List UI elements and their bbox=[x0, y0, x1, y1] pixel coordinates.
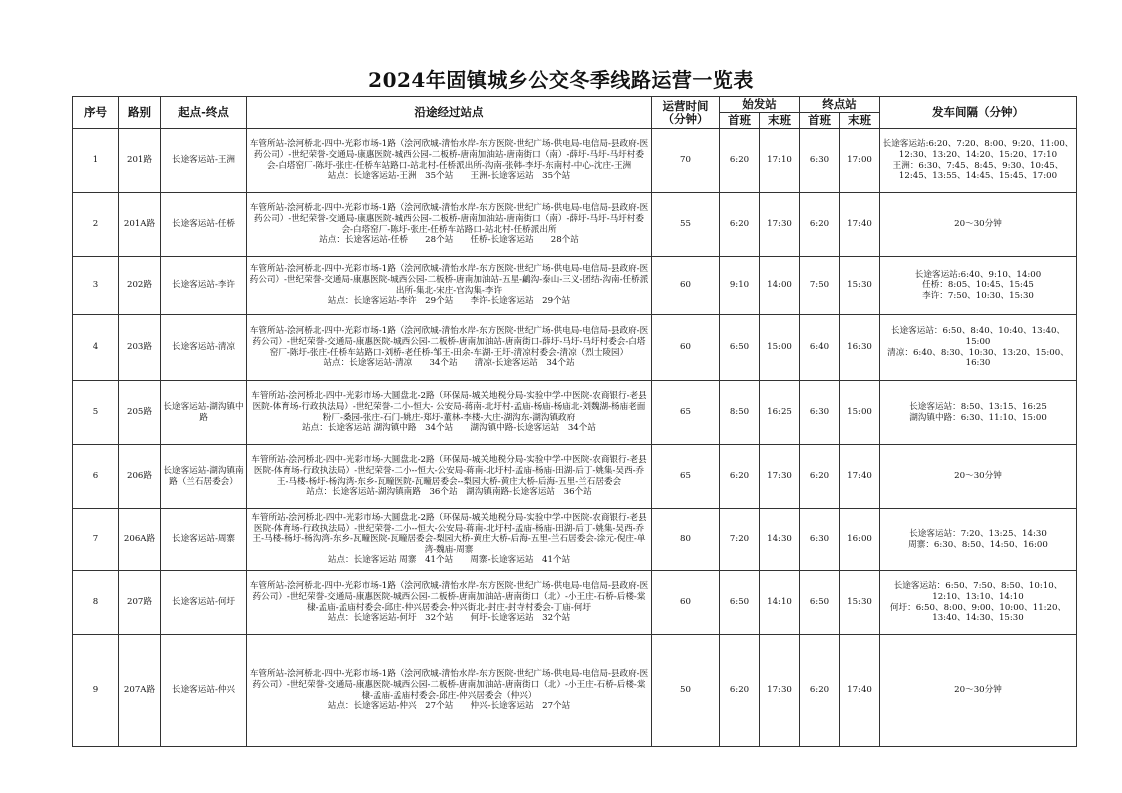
cell-route bbox=[247, 193, 652, 257]
table-row bbox=[73, 635, 1077, 747]
route-stops: 车管所站-浍河桥北-四中-光彩市场-1路（浍河欣城-清怡水岸-东方医院-世纪广场-供电局-电信局-县政府-医药公司）-世纪荣誉-交通局-康惠医院-城西公园-二板桥-唐南加油站-唐南街口-薛圩-马圩-马圩村委会-白塔窑厂-陈圩-张庄-任桥车站路口-刘桥-老任桥-邹王-田余-车湖-王圩-清凉村委会-清凉（烈士陵园） bbox=[249, 326, 649, 358]
schedule-table bbox=[72, 96, 1077, 747]
header-terminal-last: 末班 bbox=[840, 113, 880, 129]
table-row bbox=[73, 509, 1077, 571]
route-stops: 车管所站-浍河桥北-四中-光彩市场-大圆盘北-2路（环保局-城关地税分局-实验中学-中医院-农商银行-老县医院-体育场-行政执法局）-世纪荣誉-二小--恒大-公安局-蒋南-北圩村-孟庙-杨庙-田湖-后丁-姚集-吴西-乔王-马楼-杨圩-杨沟湾-东乡-瓦疃医院-瓦疃居委会-梨园大桥-黄庄大桥-后海-五里-兰石居委会-涂元-倪庄-单湾-魏庙-周寨 bbox=[251, 513, 647, 555]
interval-line: 任桥：8:05、10:45、15:45 bbox=[922, 280, 1034, 291]
cell-terminal-first: 6:50 bbox=[800, 571, 840, 635]
cell-terminal-first: 6:20 bbox=[800, 445, 840, 509]
cell-duration: 60 bbox=[652, 257, 720, 315]
cell-line: 201A路 bbox=[119, 193, 161, 257]
cell-interval bbox=[880, 635, 1077, 747]
table-row bbox=[73, 193, 1077, 257]
cell-duration: 80 bbox=[652, 509, 720, 571]
cell-endpoints: 长途客运站-李许 bbox=[161, 257, 247, 315]
cell-origin-first: 7:20 bbox=[720, 509, 760, 571]
cell-origin-last: 17:30 bbox=[760, 193, 800, 257]
cell-duration: 50 bbox=[652, 635, 720, 747]
cell-interval bbox=[880, 193, 1077, 257]
cell-line: 207A路 bbox=[119, 635, 161, 747]
table-row bbox=[73, 257, 1077, 315]
cell-origin-first: 6:20 bbox=[720, 445, 760, 509]
cell-origin-first: 6:50 bbox=[720, 571, 760, 635]
header-interval: 发车间隔（分钟） bbox=[880, 97, 1077, 129]
cell-route bbox=[247, 571, 652, 635]
cell-duration: 55 bbox=[652, 193, 720, 257]
cell-origin-last: 14:30 bbox=[760, 509, 800, 571]
station-count: 站点：长途客运站-仲兴 27个站 仲兴-长途客运站 27个站 bbox=[327, 701, 571, 712]
interval-line: 长途客运站：6:50、7:50、8:50、10:10、12:10、13:10、14:10 bbox=[893, 581, 1063, 602]
route-stops: 车管所站-浍河桥北-四中-光彩市场-1路（浍河欣城-清怡水岸-东方医院-世纪广场-供电局-电信局-县政府-医药公司）-世纪荣誉-交通局-康惠医院-城西公园-二板桥-唐南加油站-唐南街口（南）-薛圩-马圩-马圩村委会-白塔窑厂-陈圩-张庄-任桥车站路口-站北村-任桥派出所 bbox=[249, 203, 649, 235]
cell-seq: 5 bbox=[73, 381, 119, 445]
cell-line: 206路 bbox=[119, 445, 161, 509]
table-row bbox=[73, 129, 1077, 193]
table-row bbox=[73, 445, 1077, 509]
interval-line: 清凉：6:40、8:30、10:30、13:20、15:00、16:30 bbox=[887, 347, 1069, 369]
route-stops: 车管所站-浍河桥北-四中-光彩市场-1路（浍河欣城-清怡水岸-东方医院-世纪广场-供电局-电信局-县政府-医药公司）-世纪荣誉-交通局-康惠医院-城西公园-二板桥-唐南加油站-唐南街口（北）-小王庄-石桥-后楼-棠棣-孟庙-孟庙村委会-邱庄-仲兴居委会（仲兴） bbox=[249, 669, 649, 701]
route-stops: 车管所站-浍河桥北-四中-光彩市场-大圆盘北-2路（环保局-城关地税分局-实验中学-中医院-农商银行-老县医院-体育场-行政执法局）-世纪荣誉-二小-恒大- 公安局-蒋南-北圩村-孟庙-杨庙-杨庙北-刘魏湖-杨庙老面粉厂-桑园-张庄-石门-姚庄-郑圩-董林-李楼-大庄-湖沟东-湖沟镇政府 bbox=[251, 391, 647, 423]
cell-interval bbox=[880, 509, 1077, 571]
header-duration: 运营时间（分钟） bbox=[652, 97, 720, 129]
header-route: 沿途经过站点 bbox=[247, 97, 652, 129]
interval-line: 长途客运站：8:50、13:15、16:25 bbox=[909, 401, 1047, 412]
cell-origin-first: 6:50 bbox=[720, 315, 760, 381]
cell-terminal-first: 7:50 bbox=[800, 257, 840, 315]
cell-terminal-first: 6:40 bbox=[800, 315, 840, 381]
header-terminal: 终点站 bbox=[800, 97, 880, 113]
cell-terminal-last: 17:40 bbox=[840, 445, 880, 509]
cell-terminal-last: 16:00 bbox=[840, 509, 880, 571]
cell-seq: 7 bbox=[73, 509, 119, 571]
cell-endpoints: 长途客运站-清凉 bbox=[161, 315, 247, 381]
cell-terminal-first: 6:20 bbox=[800, 193, 840, 257]
cell-terminal-last: 15:30 bbox=[840, 257, 880, 315]
cell-route bbox=[247, 257, 652, 315]
station-count: 站点：长途客运站-清凉 34个站 清凉-长途客运站 34个站 bbox=[323, 358, 575, 369]
cell-terminal-last: 17:40 bbox=[840, 635, 880, 747]
cell-duration: 65 bbox=[652, 381, 720, 445]
cell-terminal-last: 16:30 bbox=[840, 315, 880, 381]
route-stops: 车管所站-浍河桥北-四中-光彩市场-大圆盘北-2路（环保局-城关地税分局-实验中学-中医院-农商银行-老县医院-体育场-行政执法局）-世纪荣誉-二小--恒大-公安局-蒋南-北圩村-孟庙-杨庙-田湖-后丁-姚集-吴西-乔王-马楼-杨圩-杨沟湾-东乡-瓦疃医院-瓦疃居委会--梨园大桥-黄庄大桥-后海-五里-兰石居委会 bbox=[251, 455, 647, 487]
station-count: 站点：长途客运站 周寨 41个站 周寨-长途客运站 41个站 bbox=[327, 555, 571, 566]
cell-origin-last: 17:10 bbox=[760, 129, 800, 193]
station-count: 站点：长途客运站-王洲 35个站 王洲-长途客运站 35个站 bbox=[327, 171, 571, 182]
cell-origin-last: 14:10 bbox=[760, 571, 800, 635]
header-line: 路别 bbox=[119, 97, 161, 129]
cell-route bbox=[247, 129, 652, 193]
cell-endpoints: 长途客运站-任桥 bbox=[161, 193, 247, 257]
cell-terminal-first: 6:30 bbox=[800, 381, 840, 445]
cell-seq: 1 bbox=[73, 129, 119, 193]
cell-endpoints: 长途客运站-仲兴 bbox=[161, 635, 247, 747]
cell-route bbox=[247, 315, 652, 381]
route-stops: 车管所站-浍河桥北-四中-光彩市场-1路（浍河欣城-清怡水岸-东方医院-世纪广场-供电局-电信局-县政府-医药公司）-世纪荣誉-交通局-康惠医院-城西公园-二板桥-唐南加油站-五星-鶣沟-泰山-三义-团结-沟南-任桥派出所-集北-宋庄-官沟集-李许 bbox=[249, 264, 649, 296]
station-count: 站点：长途客运站-任桥 28个站 任桥-长途客运站 28个站 bbox=[319, 235, 579, 246]
cell-terminal-last: 15:30 bbox=[840, 571, 880, 635]
cell-seq: 9 bbox=[73, 635, 119, 747]
header-origin-last: 末班 bbox=[760, 113, 800, 129]
cell-terminal-last: 15:00 bbox=[840, 381, 880, 445]
station-count: 站点：长途客运站-李许 29个站 李许-长途客运站 29个站 bbox=[327, 296, 571, 307]
cell-endpoints: 长途客运站-湖沟镇中路 bbox=[161, 381, 247, 445]
cell-endpoints: 长途客运站-湖沟镇南路（兰石居委会） bbox=[161, 445, 247, 509]
interval-line: 李许：7:50、10:30、15:30 bbox=[922, 290, 1034, 301]
interval-line: 20～30分钟 bbox=[954, 685, 1002, 696]
interval-line: 长途客运站：6:50、8:40、10:40、13:40、15:00 bbox=[890, 326, 1066, 347]
cell-duration: 65 bbox=[652, 445, 720, 509]
cell-seq: 8 bbox=[73, 571, 119, 635]
cell-terminal-last: 17:40 bbox=[840, 193, 880, 257]
cell-terminal-first: 6:30 bbox=[800, 509, 840, 571]
interval-line: 20～30分钟 bbox=[954, 471, 1002, 482]
table-row bbox=[73, 381, 1077, 445]
route-stops: 车管所站-浍河桥北-四中-光彩市场-1路（浍河欣城-清怡水岸-东方医院-世纪广场-供电局-电信局-县政府-医药公司）-世纪荣誉-交通局-康惠医院-城西公园-二板桥-唐南加油站-唐南街口（北）-小王庄-石桥-后楼-棠棣-孟庙-孟庙村委会-邱庄-仲兴居委会-仲兴街北-封庄-封寺村委会-丁庙-何圩 bbox=[249, 581, 649, 613]
station-count: 站点：长途客运站-何圩 32个站 何圩-长途客运站 32个站 bbox=[327, 613, 571, 624]
cell-seq: 3 bbox=[73, 257, 119, 315]
cell-origin-last: 17:30 bbox=[760, 635, 800, 747]
cell-terminal-first: 6:30 bbox=[800, 129, 840, 193]
cell-route bbox=[247, 445, 652, 509]
interval-line: 周寨：6:30、8:50、14:50、16:00 bbox=[908, 539, 1048, 550]
cell-origin-last: 14:00 bbox=[760, 257, 800, 315]
cell-interval bbox=[880, 129, 1077, 193]
interval-line: 长途客运站:6:20、7:20、8:00、9:20、11:00、12:30、13:20、14:20、15:20、17:10 bbox=[882, 139, 1074, 160]
cell-origin-last: 16:25 bbox=[760, 381, 800, 445]
cell-line: 207路 bbox=[119, 571, 161, 635]
cell-seq: 6 bbox=[73, 445, 119, 509]
station-count: 站点：长途客运站 湖沟镇中路 34个站 湖沟镇中路-长途客运站 34个站 bbox=[302, 423, 596, 434]
cell-origin-first: 8:50 bbox=[720, 381, 760, 445]
cell-origin-last: 17:30 bbox=[760, 445, 800, 509]
cell-line: 206A路 bbox=[119, 509, 161, 571]
cell-route bbox=[247, 381, 652, 445]
interval-line: 何圩：6:50、8:00、9:00、10:00、11:20、13:40、14:30、15:30 bbox=[889, 602, 1067, 624]
cell-route bbox=[247, 509, 652, 571]
interval-line: 长途客运站:6:40、9:10、14:00 bbox=[914, 269, 1042, 280]
cell-line: 203路 bbox=[119, 315, 161, 381]
header-seq: 序号 bbox=[73, 97, 119, 129]
cell-endpoints: 长途客运站-周寨 bbox=[161, 509, 247, 571]
header-terminal-first: 首班 bbox=[800, 113, 840, 129]
cell-interval bbox=[880, 445, 1077, 509]
cell-duration: 60 bbox=[652, 315, 720, 381]
cell-endpoints: 长途客运站-何圩 bbox=[161, 571, 247, 635]
cell-line: 202路 bbox=[119, 257, 161, 315]
cell-line: 205路 bbox=[119, 381, 161, 445]
table-row bbox=[73, 571, 1077, 635]
header-origin-first: 首班 bbox=[720, 113, 760, 129]
interval-line: 20～30分钟 bbox=[954, 219, 1002, 230]
interval-line: 王洲：6:30、7:45、8:45、9:30、10:45、12:45、13:55、14:45、15:45、17:00 bbox=[892, 160, 1064, 182]
cell-origin-first: 6:20 bbox=[720, 193, 760, 257]
table-body bbox=[73, 129, 1077, 747]
cell-duration: 60 bbox=[652, 571, 720, 635]
cell-interval bbox=[880, 571, 1077, 635]
cell-terminal-last: 17:00 bbox=[840, 129, 880, 193]
cell-line: 201路 bbox=[119, 129, 161, 193]
route-stops: 车管所站-浍河桥北-四中-光彩市场-1路（浍河欣城-清怡水岸-东方医院-世纪广场-供电局-电信局-县政府-医药公司）-世纪荣誉-交通局-康惠医院-城西公园-二板桥-唐南加油站-唐南街口（南）-薛圩-马圩-马圩村委会-白塔窑厂-陈圩-张庄-任桥车站路口-站北村-任桥派出所-沟南-张韩-李圩-东南村-中心-沈庄-王洲 bbox=[249, 139, 649, 171]
station-count: 站点：长途客运站-湖沟镇南路 36个站 湖沟镇南路-长途客运站 36个站 bbox=[306, 487, 592, 498]
cell-origin-last: 15:00 bbox=[760, 315, 800, 381]
table-header bbox=[73, 97, 1077, 129]
interval-line: 湖沟镇中路：6:30、11:10、15:00 bbox=[909, 412, 1047, 423]
cell-terminal-first: 6:20 bbox=[800, 635, 840, 747]
cell-origin-first: 9:10 bbox=[720, 257, 760, 315]
header-origin: 始发站 bbox=[720, 97, 800, 113]
page-title: 2024年固镇城乡公交冬季线路运营一览表 bbox=[368, 68, 754, 92]
cell-duration: 70 bbox=[652, 129, 720, 193]
cell-interval bbox=[880, 315, 1077, 381]
table-row bbox=[73, 315, 1077, 381]
cell-route bbox=[247, 635, 652, 747]
cell-seq: 2 bbox=[73, 193, 119, 257]
cell-seq: 4 bbox=[73, 315, 119, 381]
cell-origin-first: 6:20 bbox=[720, 635, 760, 747]
interval-line: 长途客运站：7:20、13:25、14:30 bbox=[909, 528, 1047, 539]
header-endpoints: 起点-终点 bbox=[161, 97, 247, 129]
cell-endpoints: 长途客运站-王洲 bbox=[161, 129, 247, 193]
cell-interval bbox=[880, 257, 1077, 315]
cell-origin-first: 6:20 bbox=[720, 129, 760, 193]
cell-interval bbox=[880, 381, 1077, 445]
